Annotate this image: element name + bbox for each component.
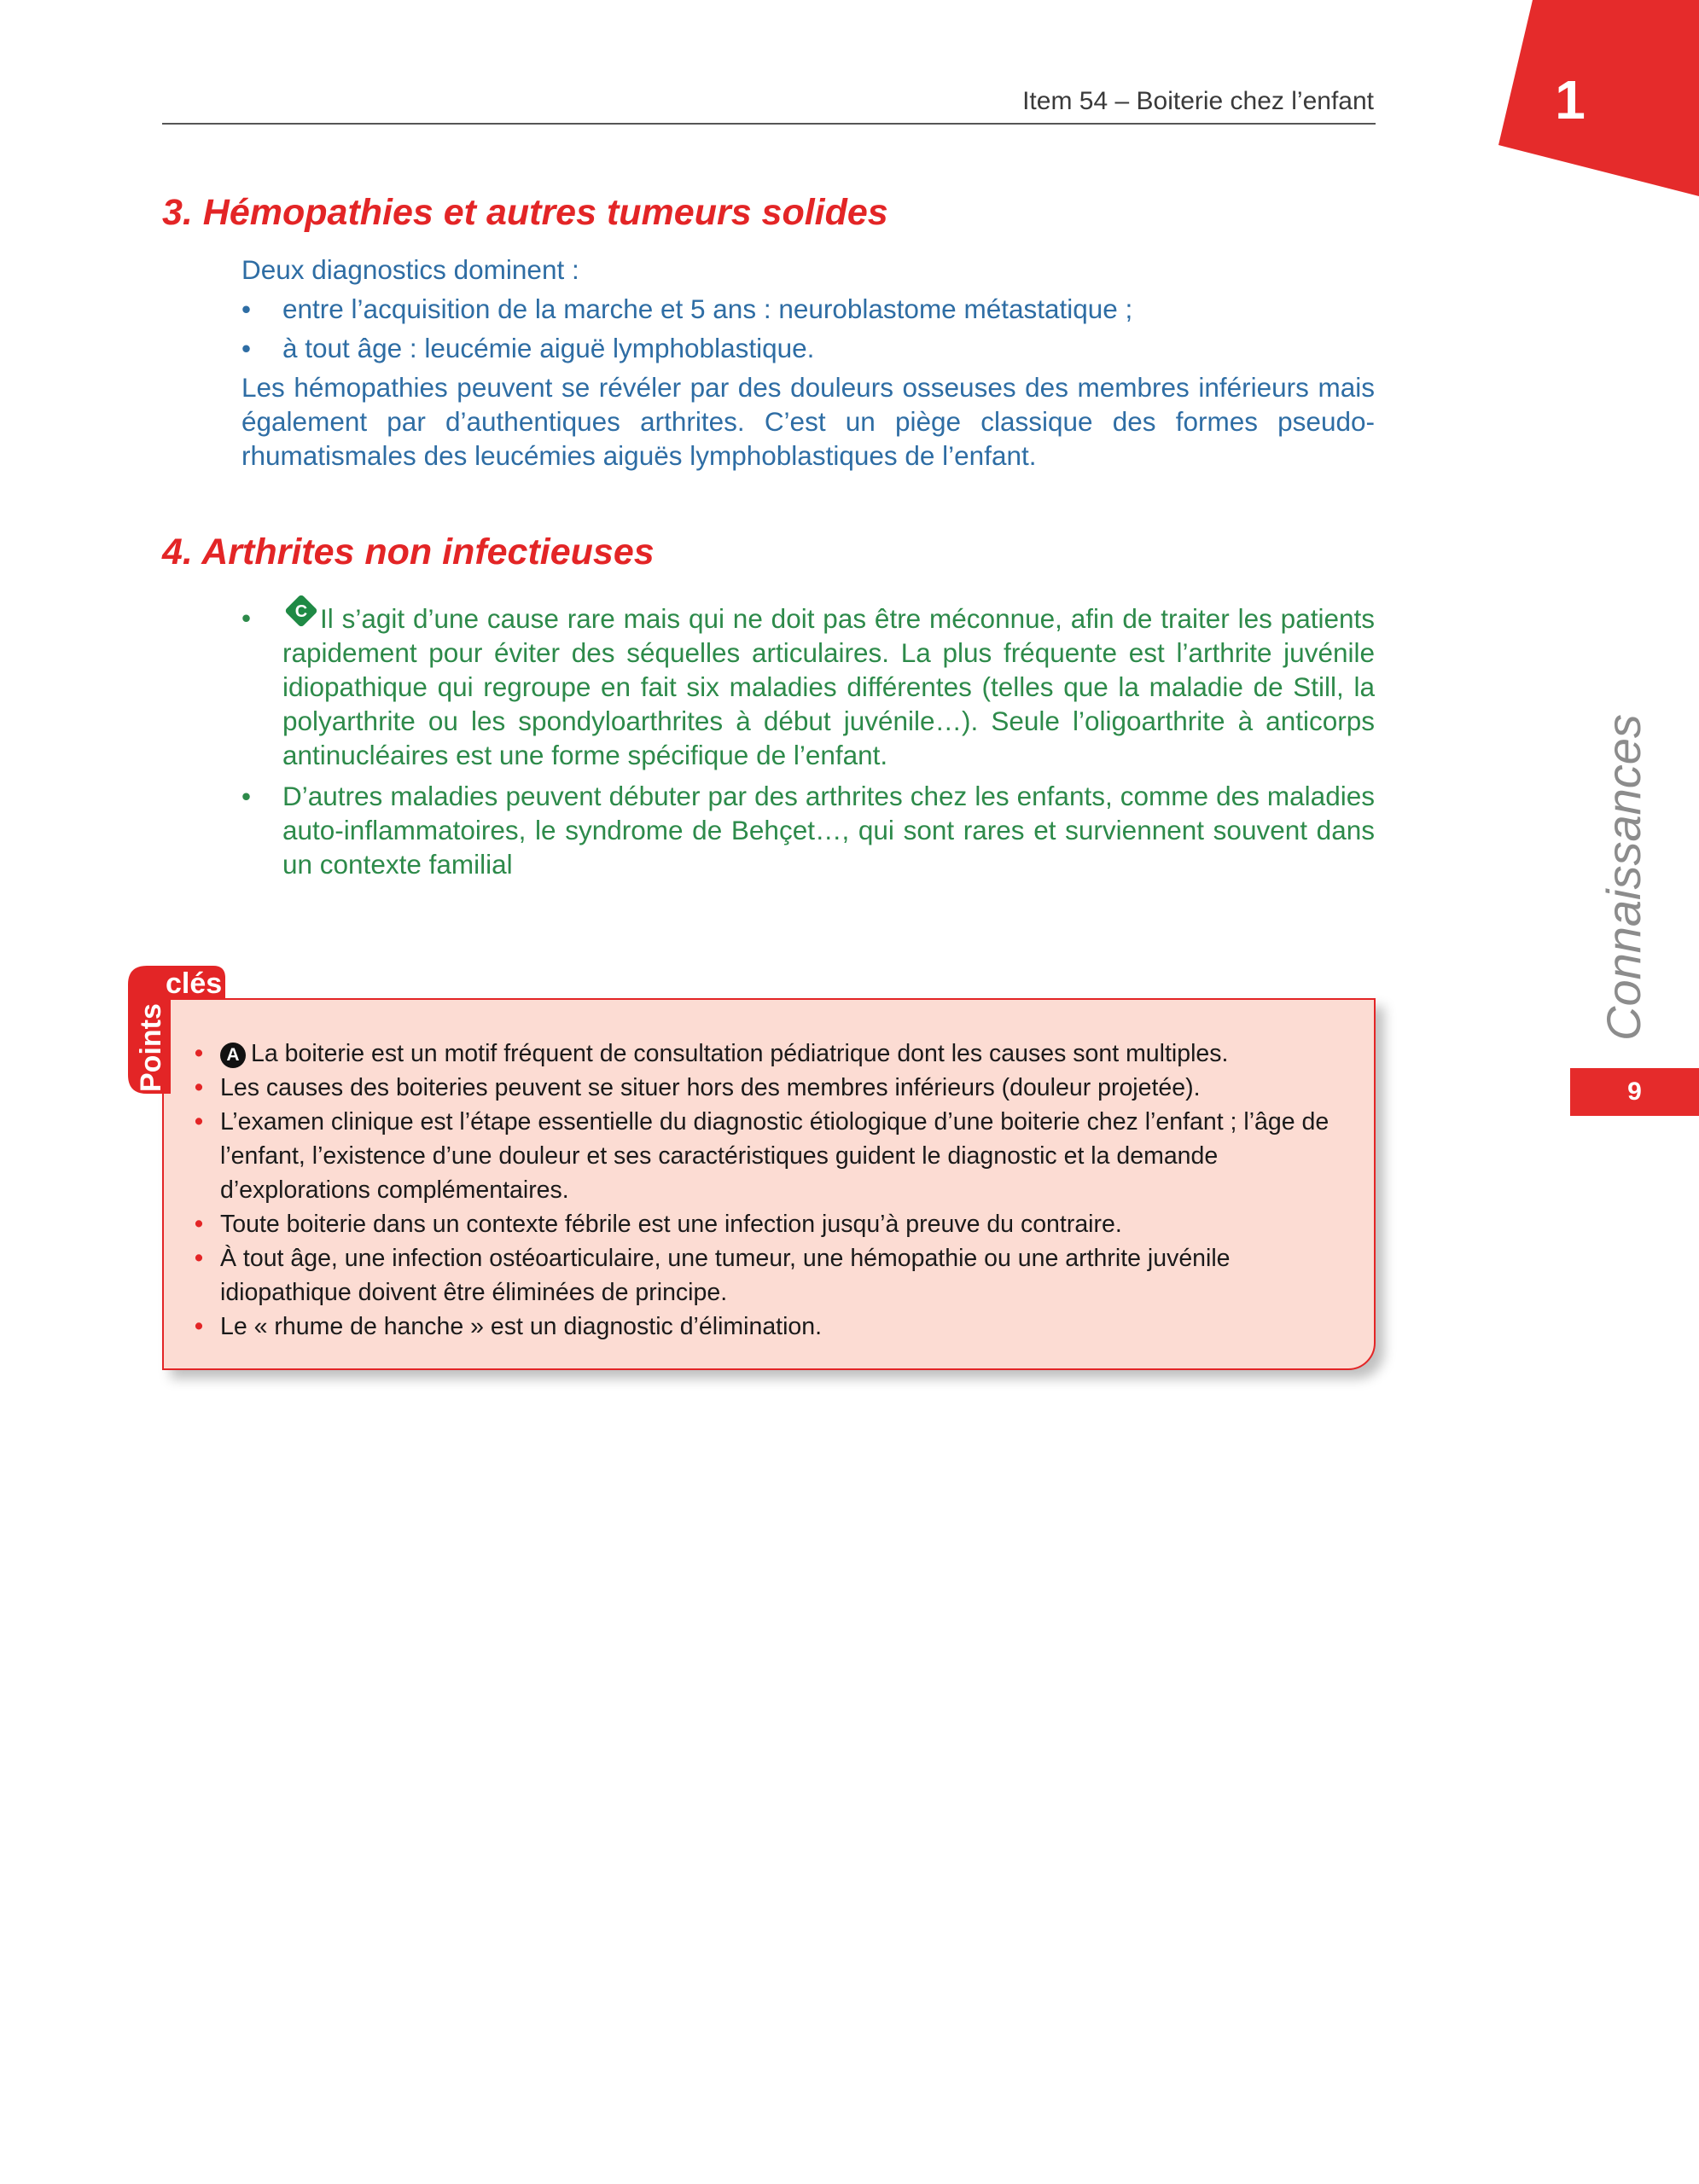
section-3-intro: Deux diagnostics dominent :: [241, 254, 579, 285]
list-item: • Toute boiterie dans un contexte fébrile est une infection jusqu’à preuve du contraire.: [195, 1207, 1347, 1241]
list-item: • à tout âge : leucémie aiguë lymphoblastique.: [241, 331, 1375, 365]
section-3-body: [241, 253, 1375, 473]
section-4-heading: 4. Arthrites non infectieuses: [162, 531, 655, 572]
key-points-list: [195, 1037, 1347, 1344]
running-header: [162, 85, 1376, 125]
page-number: 9: [1570, 1068, 1699, 1116]
list-item: • D’autres maladies peuvent débuter par des arthrites chez les enfants, comme des maladies auto-inflammatoires, le syndrome de Behçet…, qui sont rares et surviennent souvent dans un contexte familial: [241, 779, 1375, 881]
section-3-bullet-list: [241, 292, 1375, 365]
list-item: • Le « rhume de hanche » est un diagnostic d’élimination.: [195, 1310, 1347, 1344]
list-item: [195, 1037, 1347, 1071]
key-point-1-text: La boiterie est un motif fréquent de consultation pédiatrique dont les causes sont multiples.: [251, 1040, 1229, 1067]
section-4-bullet-1-text: Il s’agit d’une cause rare mais qui ne doit pas être méconnue, afin de traiter les patients rapidement pour éviter des séquelles articulaires. La plus fréquente est l’arthrite juvénile idiopathique qui regroupe en fait six maladies différentes (telles que la maladie de Still, la polyarthrite ou les spondyloarthrites à début juvénile…). Seule l’oligoarthrite à anticorps antinucléaires est une forme spécifique de l’enfant.: [282, 603, 1375, 770]
section-3-heading: 3. Hémopathies et autres tumeurs solides: [162, 192, 888, 233]
list-item: • L’examen clinique est l’étape essentielle du diagnostic étiologique d’une boiterie chez l’enfant ; l’âge de l’enfant, l’existence d’une douleur et ses caractéristiques guident le diagnostic et la demande d’explorations complémentaires.: [195, 1105, 1347, 1207]
list-item: • À tout âge, une infection ostéoarticulaire, une tumeur, une hémopathie ou une arthrite juvénile idiopathique doivent être éliminées de principe.: [195, 1241, 1347, 1310]
list-item: • entre l’acquisition de la marche et 5 ans : neuroblastome métastatique ;: [241, 292, 1375, 326]
svg-text:C: • C: [294, 602, 308, 621]
section-4-bullet-list: [241, 601, 1375, 881]
running-title: Item 54 – Boiterie chez l’enfant: [1022, 87, 1374, 115]
list-item: • Les causes des boiteries peuvent se situer hors des membres inférieurs (douleur projetée).: [195, 1071, 1347, 1105]
chapter-number: 1: [1555, 69, 1586, 131]
key-points-label-points: Points: [135, 1003, 167, 1092]
level-c-badge-icon: [282, 601, 313, 631]
key-points-label-cles: clés: [166, 967, 223, 1000]
section-3-paragraph: Les hémopathies peuvent se révéler par des douleurs osseuses des membres inférieurs mais également par d’authentiques arthrites. C’est un piège classique des formes pseudo-rhumatismales des leucémies aiguës lymphoblastiques de l’enfant.: [241, 372, 1375, 471]
side-section-label: Connaissances: [1597, 714, 1650, 1041]
list-item: [241, 601, 1375, 772]
level-a-badge-icon: A: [220, 1043, 246, 1068]
section-4-body: [241, 601, 1375, 881]
